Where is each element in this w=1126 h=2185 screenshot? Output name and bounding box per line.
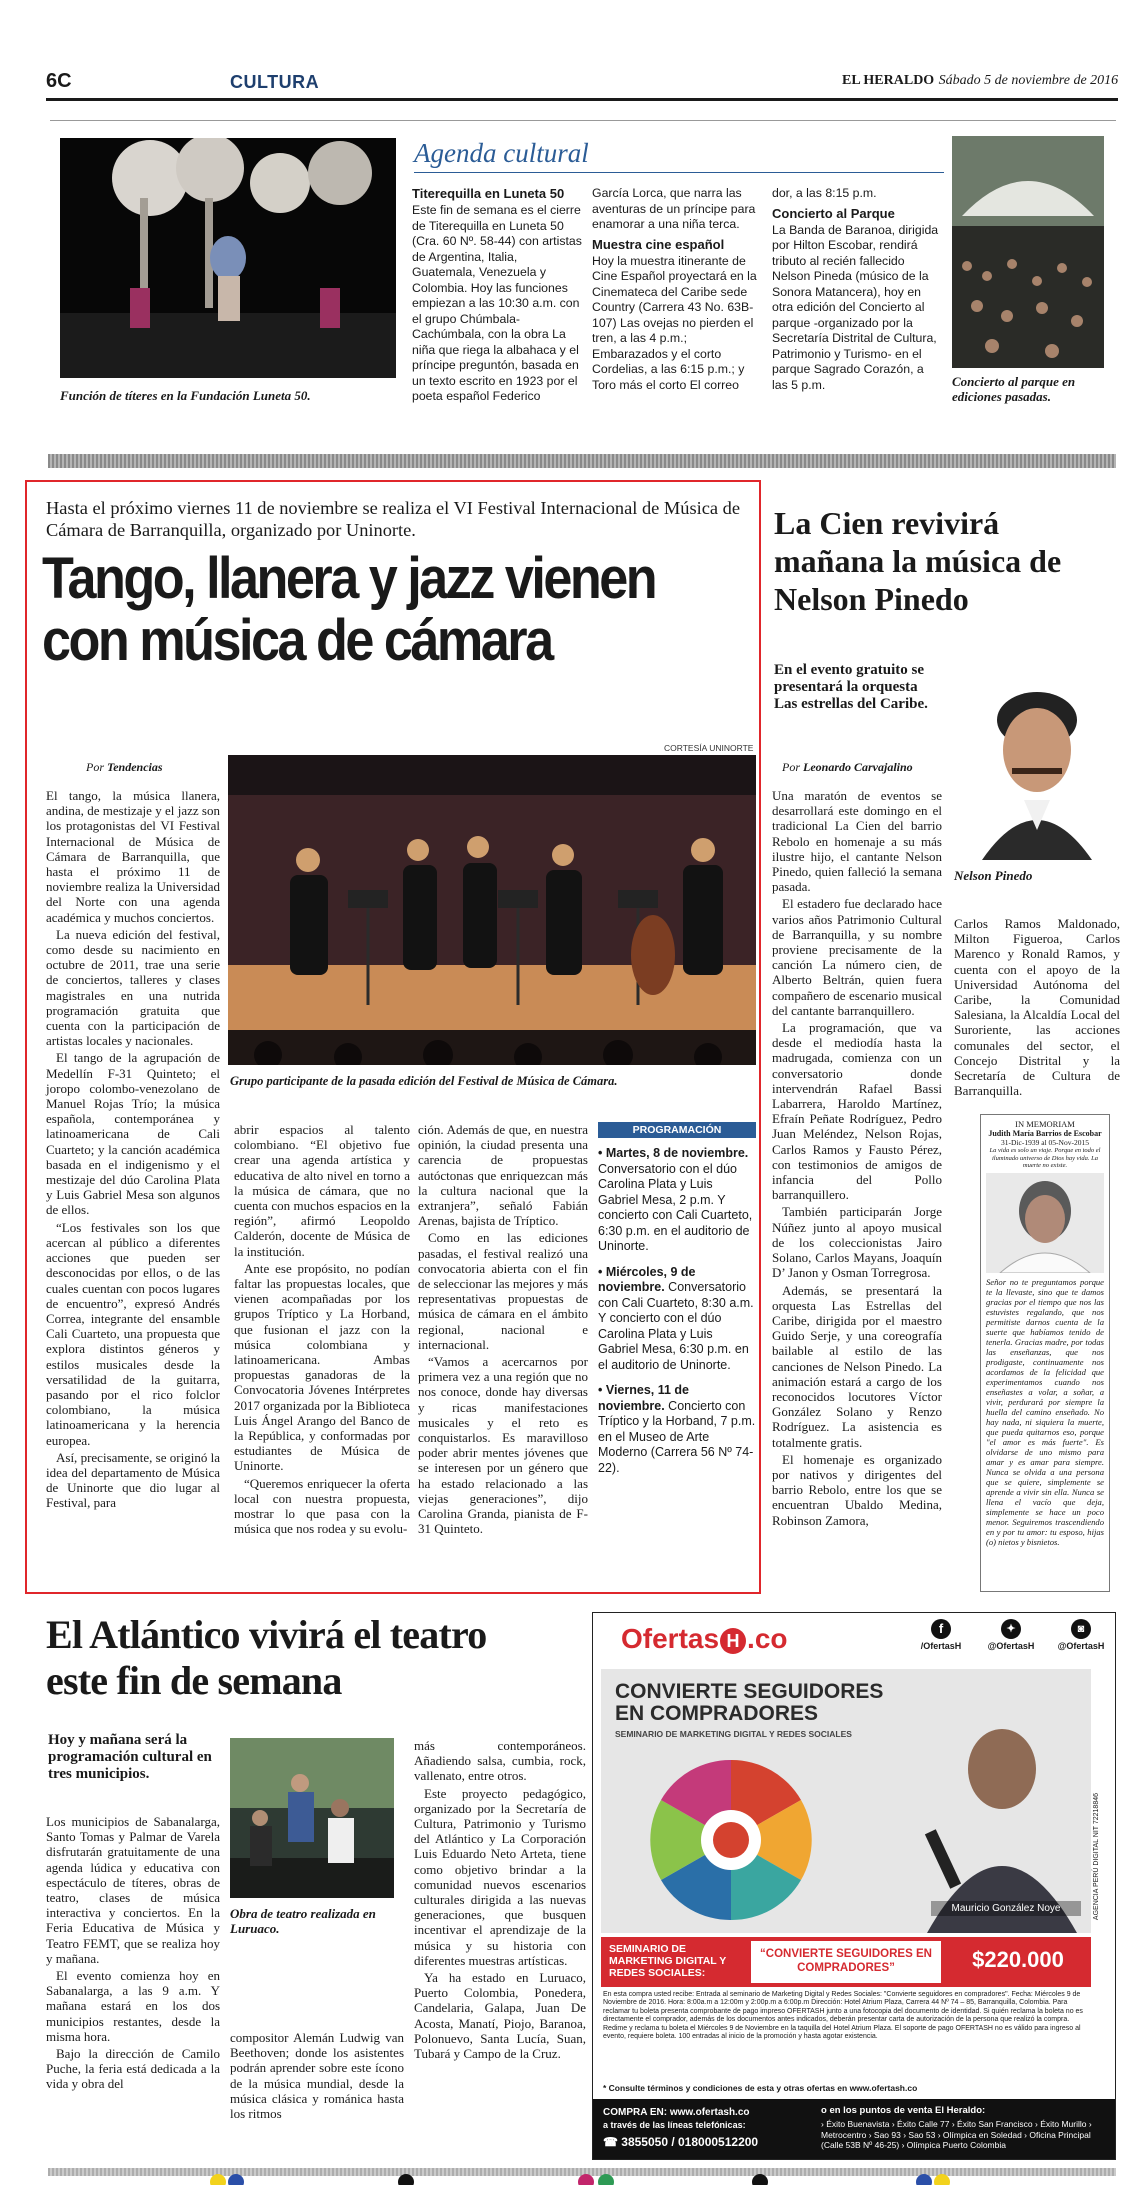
ad-subheadline: SEMINARIO DE MARKETING DIGITAL Y REDES SOCIALES (615, 1729, 852, 1739)
seminar-label: SEMINARIO DE MARKETING DIGITAL Y REDES SOCIALES: (609, 1943, 727, 1979)
ad-headline: CONVIERTE SEGUIDORES EN COMPRADORES (615, 1680, 884, 1725)
side-col1-p2: El estadero fue declarado hace varios años Patrimonio Cultural de Barranquilla, y su nombre proviene precisamente de la canción La número cien, de Alberto Beltrán, quien fuera compañero de escenario musical del cantante barranquillero. (772, 896, 942, 1018)
main-col2-p2: Ante ese propósito, no podían faltar las propuestas locales, que vienen acompañadas por los grupos Tríptico y La Horband, que fusionan el jazz con la música colombiana y latinoamericana. Ambas propuestas ganadoras de la Convocatoria Jóvenes Intérpretes 2017 organizada por la Biblioteca Luis Ángel Arango del Banco de la República, y conformadas por estudiantes de Música de Uninorte. (234, 1260, 410, 1474)
concert-photo-caption: Concierto al parque en ediciones pasadas. (952, 374, 1076, 404)
ad-fine-print: En esta compra usted recibe: Entrada al seminario de Marketing Digital y Redes Sociales: "Convierte seguidores en compradores". Fecha: Miércoles 9 de Noviembre de 2016. Hora: 8:00a.m a 12:00m y 2:00p.m a 6:00p.m Dirección: Hotel Atrium Plaza, Carrera 44 Nº 74 – 85, Barranquilla, Colombia. Para reclamar tu boleta presenta comprobante de pago impreso OFERTASH junto a una fotocopia del documento de identidad. Si quién reclama la boleta no es directamente el comprador, además de los documentos antes indicados, deberán presentar carta de autorización de la persona que realizó la compra. Redime y reclama tu boleta el Miércoles 9 de Noviembre en la taquilla del Hotel Atrium Plaza. El soporte de pago OFERTASH no es válido para ingreso al evento, requiere boleta. 100 entradas al inicio de la promoción y hasta agotar existencia. (603, 1991, 1083, 2041)
teatro-kicker: Hoy y mañana será la programación cultural en tres municipios. (48, 1732, 212, 1782)
teatro-headline-line-1: El Atlántico vivirá el teatro (46, 1612, 487, 1657)
side-col-2 (954, 916, 1120, 1098)
memoriam-photo (986, 1173, 1104, 1273)
buy-sub: a través de las líneas telefónicas: (603, 2120, 746, 2130)
registration-mark-yellow-2 (934, 2174, 950, 2185)
ad-vertical-text: AGENCIA PERÚ DIGITAL NIT 72218846 (1093, 1793, 1100, 1921)
twitter-icon: ✦ (1001, 1619, 1021, 1639)
ad-price-banner (601, 1937, 1091, 1987)
agenda-heading-luneta: Titerequilla en Luneta 50 (412, 186, 565, 201)
main-col1-p1: El tango, la música llanera, andina, de mestizaje y el jazz son los protagonistas del VI Festival Internacional de Música de Cámara de Barranquilla, que hasta el próximo 11 de noviembre realiza la Universidad del Norte con una agenda académica y muchos conciertos. (46, 788, 220, 925)
side-col1-p1: Una maratón de eventos se desarrollará este domingo en el tradicional La Cien del barrio Rebolo en homenaje a su más ilustre hijo, el cantante Nelson Pinedo, quien falleció la semana pasada. (772, 788, 942, 895)
phone-number: 3855050 / 018000512200 (621, 2135, 759, 2149)
social-twitter[interactable] (981, 1619, 1041, 1651)
programacion-item (598, 1383, 756, 1476)
social-facebook[interactable] (911, 1619, 971, 1651)
ofertash-ad (592, 1612, 1116, 2160)
ad-terms: * Consulte términos y condiciones de esta y otras ofertas en www.ofertash.co (603, 2083, 918, 2093)
logo-badge: H (720, 1628, 746, 1654)
memoriam-portrait (986, 1173, 1104, 1273)
teatro-col-1 (46, 1814, 220, 2092)
phone-icon: ☎ (603, 2135, 622, 2149)
main-byline (86, 760, 163, 775)
social-facebook-label: /OfertasH (920, 1641, 962, 1651)
programacion-item (598, 1146, 756, 1255)
agenda-text-lorca: García Lorca, que narra las aventuras de un príncipe para enamorar a una niña terca. (592, 186, 756, 231)
main-col1-p3: El tango de la agrupación de Medellín F-31 Quinteto; el joropo colombo-venezolano de Manuel Rojas Trío; la música española, contemporánea y latinoamericana de Cali Cuarteto; y la canción académica basada en el indigenismo y el mestizaje del dúo Carolina Plata y Luis Gabriel Mesa son algunos de ellos. (46, 1050, 220, 1218)
buy-title: COMPRA EN: www.ofertash.co (603, 2107, 750, 2118)
ad-hero (601, 1669, 1091, 1933)
side-byline (782, 760, 913, 775)
main-col2-p1: abrir espacios al talento colombiano. “El objetivo fue crear una agenda artística y educativa de alto nivel en torno a la música de cámara, que no cuenta con muchos espacios en la región”, afirmó Leopoldo Calderón, docente de Música de la institución. (234, 1122, 410, 1259)
side-byline-prefix: Por (782, 760, 800, 774)
seminar-title: “CONVIERTE SEGUIDORES EN COMPRADORES” (751, 1941, 941, 1983)
main-photo-credit: CORTESÍA UNINORTE (664, 743, 754, 753)
programacion-item (598, 1265, 756, 1374)
sales-phone[interactable] (603, 2135, 758, 2149)
agenda-heading-cine: Muestra cine español (592, 236, 725, 252)
main-headline (42, 548, 690, 672)
points-title: o en los puntos de venta El Heraldo: (821, 2105, 986, 2116)
side-col2-p1: Carlos Ramos Maldonado, Milton Figueroa, Carlos Marenco y Ronald Ramos, y cuenta con el apoyo de la Universidad Autónoma del Caribe, la Comunidad Salesiana, la Alcaldía Local del Suroriente, las acciones comunales del sector, el Concejo Distrital y la Secretaría de Cultura de Barranquilla. (954, 916, 1120, 1099)
main-col1-p4: “Los festivales son los que acercan al público a diferentes acciones que pueden ser desconocidas por ellos, o de las cuales cuentan con pocos lugares de encuentro”, expresó Andrés Correa, integrante del ensamble Cali Cuarteto, una propuesta que explora distintos géneros y estilos musicales desde la versatilidad de la guitarra, pasando por el rico folclor colombiano, la música latinoamericana y la herencia europea. (46, 1219, 220, 1448)
registration-mark-magenta (578, 2174, 594, 2185)
puppet-illustration (60, 138, 396, 378)
memoriam-box (980, 1114, 1110, 1592)
programacion-box (598, 1122, 756, 1486)
ad-top-banner (593, 1613, 1116, 1667)
social-twitter-label: @OfertasH (987, 1641, 1035, 1651)
registration-mark-yellow (210, 2174, 226, 2185)
side-col1-p3: La programación, que va desde el mediodía hasta la madrugada, comienza con un conversatorio donde intervendrán Rafael Bassi Labarrera, Haroldo Martínez, Efraín Peñate Rodríguez, Pedro Juan Meléndez, Nelson Rojas, Carlos Ramos y Fausto Pérez, con testimonios de amigos de infancia del Pollo barranquillero. (772, 1020, 942, 1203)
agenda-col-1 (412, 186, 582, 405)
agenda-text-cine: Hoy la muestra itinerante de Cine Español proyectará en la Cinemateca del Caribe sede Country (Carrera 43 No. 63B-107) Las ovejas no pierden el tren, a las 4 p.m.; Embarazados y el corto Cordelias, a las 6:15 p.m.; y Toro más el corto El correo (592, 253, 757, 392)
main-kicker: Hasta el próximo viernes 11 de noviembre se realiza el VI Festival Internacional de Música de Cámara de Barranquilla, organizado por Uninorte. (46, 498, 741, 540)
memoriam-name: Judith María Barrios de Escobar (988, 1129, 1102, 1138)
instagram-icon: ◙ (1071, 1619, 1091, 1639)
page-number: 6C (46, 70, 72, 92)
main-col2-p3: “Queremos enriquecer la oferta local con nuestra propuesta, mostrar lo que pasa con la música que nos rodea y su evolu- (234, 1475, 410, 1537)
programacion-detail: Concierto con Tríptico y la Horband, 7 p.m. en el Museo de Arte Moderno (Carrera 56 Nº 74-22). (598, 1398, 756, 1475)
programacion-detail: Conversatorio con el dúo Carolina Plata y Luis Gabriel Mesa, 2 p.m. Y concierto con Cali Cuarteto, 6:30 p.m. en el auditorio de Uninorte. (598, 1161, 753, 1253)
agenda-col-3 (772, 186, 942, 393)
registration-mark-blue-2 (916, 2174, 932, 2185)
teatro-photo-caption: Obra de teatro realizada en Luruaco. (230, 1906, 376, 1936)
ofertash-logo (621, 1623, 788, 1655)
teatro-col2-p1: compositor Alemán Ludwig van Beethoven; donde los asistentes podrán aprender sobre este ícono de la música mundial, desde la música clásica y románica hasta los ritmos (230, 2030, 404, 2122)
chamber-music-photo (228, 755, 756, 1065)
agenda-title-rule (414, 172, 944, 173)
concert-illustration (952, 136, 1104, 368)
side-col1-p5: Además, se presentará la orquesta Las Estrellas del Caribe, dirigida por el maestro Guido Serje, y una coreografía bailable al estilo de las canciones de Nelson Pinedo. La animación estará a cargo de los reconocidos locutores Víctor González Solano y Renzo Rodríguez. La asistencia es totalmente gratis. (772, 1282, 942, 1450)
main-headline-line-1: Tango, llanera y jazz vienen (42, 546, 656, 611)
ad-price: $220.000 (972, 1947, 1064, 1972)
registration-mark-black (398, 2174, 414, 2185)
main-col-3 (418, 1122, 588, 1536)
memoriam-title: IN MEMORIAM (1015, 1119, 1075, 1129)
side-headline: La Cien revivirá mañana la música de Nelson Pinedo (774, 505, 1062, 617)
header-rule (46, 98, 1118, 101)
speaker-photo (917, 1709, 1087, 1933)
social-instagram-label: @OfertasH (1057, 1641, 1105, 1651)
side-kicker: En el evento gratuito se presentará la orquesta Las estrellas del Caribe. (774, 662, 928, 712)
paper-name: EL HERALDO (842, 73, 935, 88)
portrait-illustration (962, 660, 1112, 860)
main-col-2 (234, 1122, 410, 1536)
registration-mark-blue (228, 2174, 244, 2185)
programacion-day: • Martes, 8 de noviembre. (598, 1146, 749, 1160)
masthead (842, 72, 1118, 89)
programacion-day: • Viernes, 11 de noviembre. (598, 1383, 690, 1413)
agenda-text-parque: La Banda de Baranoa, dirigida por Hilton Escobar, rendirá tributo al recién fallecido Nelson Pineda (músico de la Sonora Matancera), hoy en otra edición del Concierto al parque -organizado por la Secretaría Distrital de Cultura, Patrimonio y Turismo- en el parque Sagrado Corazón, a las 5 p.m. (772, 222, 939, 392)
main-col1-p2: La nueva edición del festival, como desde su nacimiento en octubre de 2011, trae una serie de conciertos, talleres y clases magistrales en una nutrida programación gratuita que cuenta con la participación de artistas locales y nacionales. (46, 926, 220, 1049)
section-divider (48, 454, 1116, 468)
speaker-name: Mauricio González Noye (931, 1901, 1081, 1916)
agenda-col-2 (592, 186, 762, 393)
main-photo-caption: Grupo participante de la pasada edición del Festival de Música de Cámara. (230, 1074, 618, 1088)
registration-mark-black-2 (752, 2174, 768, 2185)
main-col1-p5: Así, precisamente, se originó la idea del departamento de Música de Uninorte que dio lugar al Festival, para (46, 1449, 220, 1511)
agenda-text-luneta: Este fin de semana es el cierre de Titerequilla en Luneta 50 (Cra. 60 Nº. 58-44) con artistas de Argentina, Italia, Guatemala, Venezuela y Colombia. Hoy las funciones empiezan a las 10:30 a.m. con el grupo Chúmbala-Cachúmbala, con la obra La niña que riega la albahaca y el príncipe preguntón, basada en un texto escrito en 1923 por el poeta español Federico (412, 203, 582, 403)
teatro-headline-line-2: este fin de semana (46, 1658, 342, 1703)
main-col3-p1: ción. Además de que, en nuestra opinión, la ciudad presenta una carencia de propuestas autóctonas que enriquezcan más la cultura nacional que la extranjera”, señaló Fabián Arenas, bajista de Tríptico. (418, 1122, 588, 1229)
programacion-day: • Miércoles, 9 de noviembre. (598, 1264, 696, 1294)
teatro-col1-p3: Bajo la dirección de Camilo Puche, la feria está dedicada a la vida y obra del (46, 2046, 220, 2092)
issue-date: Sábado 5 de noviembre de 2016 (938, 73, 1119, 88)
main-byline-author: Tendencias (107, 760, 163, 774)
logo-suffix: .co (747, 1623, 788, 1654)
registration-mark-green (598, 2174, 614, 2185)
logo-text: Ofertas (621, 1623, 720, 1654)
teatro-col3-p2: Este proyecto pedagógico, organizado por la Secretaría de Cultura, Patrimonio y Turismo del Atlántico y La Corporación Luis Eduardo Neto Arteta, tiene como objetivo brindar a la comunidad nuevos escenarios culturales dirigida a las nuevas generaciones, que busquen incentivar el aprendizaje de la música y su historia con diferentes muestras artísticas. (414, 1785, 586, 1968)
concert-park-photo (952, 136, 1104, 368)
chamber-music-illustration (228, 755, 756, 1065)
main-byline-prefix: Por (86, 760, 104, 774)
side-col-1 (772, 788, 942, 1528)
nelson-pinedo-photo (962, 660, 1112, 860)
memoriam-quote: La vida es solo un viaje. Porque en todo el iluminado universo de Dios hay vida. La muerte no existe. (989, 1147, 1101, 1169)
social-instagram[interactable] (1051, 1619, 1111, 1651)
main-col-1 (46, 788, 220, 1511)
teatro-col-2 (230, 2030, 404, 2121)
puppet-photo-caption: Función de títeres en la Fundación Luneta 50. (60, 388, 311, 403)
programacion-detail: Conversatorio con Cali Cuarteto, 8:30 a.m. Y concierto con el dúo Carolina Plata y Luis Gabriel Mesa, 6:30 p.m. en el auditorio de Uninorte. (598, 1280, 754, 1372)
teatro-illustration (230, 1738, 394, 1898)
nelson-photo-caption: Nelson Pinedo (954, 868, 1033, 883)
teatro-photo (230, 1738, 394, 1898)
programacion-label: PROGRAMACIÓN (598, 1122, 756, 1138)
main-col3-p2: Como en las ediciones pasadas, el festival realizó una convocatoria abierta con el fin de seleccionar las mejores y más representativas propuestas de música de cámara en el ámbito regional, nacional e internacional. (418, 1230, 589, 1352)
marketing-icons-wheel (641, 1755, 821, 1925)
memoriam-text: Señor no te preguntamos porque te la llevaste, sino que te damos gracias por el tiempo que nos las estuvistes regalando, que nos permitiste darnos cuenta de la suerte que habíamos tenido de tenerla. Gracias madre, por todas las enseñanzas, que nos prodigaste, continuamente nos acordamos de la felicidad que experimentamos cuando nos enseñastes a volar, a soñar, a vivir, perdurará por siempre la huella del camino enseñado. No hay nada, ni siquiera la muerte, que pueda quitarnos eso, porque "el amor es más fuerte". Es olvidarse de uno mismo para amar y es amar para siempre. Nunca se olvida a una persona que se quiere, simplemente se aprende a vivir sin ella. Nunca se llena el vacío que deja, simplemente se hace un poco menor. Seguiremos trascendiendo en y por tu amor: tu esposo, hijas (o) nietos y bisnietos. (986, 1276, 1104, 1547)
points-list: › Éxito Buenavista › Éxito Calle 77 › Éxito San Francisco › Éxito Murillo › Metrocentro › Sao 93 › Sao 53 › Olímpica en Soledad › Oficina Principal (Calle 53B Nº 46-25) › Olímpica Puerto Colombia (821, 2119, 1092, 2150)
puppet-show-photo (60, 138, 396, 378)
ad-bottom-bar (593, 2099, 1116, 2160)
side-col1-p4: También participarán Jorge Núñez junto al apoyo musical de los coleccionistas Jairo Solano, Carlos Mayans, Joaquín D’ Janon y Osman Torregrosa. (772, 1204, 942, 1281)
teatro-col1-p2: El evento comienza hoy en Sabanalarga, a las 9 a.m. Y mañana estará en los dos municipios restantes, desde la misma hora. (46, 1968, 220, 2044)
side-byline-author: Leonardo Carvajalino (803, 760, 913, 774)
section-name: CULTURA (230, 72, 320, 92)
agenda-text-correo: dor, a las 8:15 p.m. (772, 186, 877, 200)
teatro-headline (46, 1612, 586, 1704)
main-col3-p3: “Vamos a acercarnos por primera vez a una región que no nos conoce, donde hay diversas y ricas manifestaciones musicales y el reto es conquistarlos. Es maravilloso poder abrir mentes jóvenes que se interesen por un género que ha estado relacionado a las viejas generaciones”, dijo Carolina Granda, pianista de F-31 Quinteto. (418, 1354, 588, 1537)
teatro-col1-p1: Los municipios de Sabanalarga, Santo Tomas y Palmar de Varela disfrutarán gratuitamente de una agenda lúdica y educativa con espectáculo de títeres, obras de teatro, clases de música interactiva y conciertos. En la Feria Educativa de Música y Teatro FEMT, que se realiza hoy y mañana. (46, 1814, 220, 1966)
teatro-col3-p1: más contemporáneos. Añadiendo salsa, cumbia, rock, vallenato, entre otros. (414, 1738, 586, 1784)
teatro-col3-p3: Ya ha estado en Luruaco, Puerto Colombia, Ponedera, Candelaria, Galapa, Juan De Acosta, Manatí, Piojo, Baranoa, Polonuevo, Santa Lucía, Suan, Tubará y Campo de la Cruz. (414, 1970, 586, 2062)
teatro-col-3 (414, 1738, 586, 2061)
main-headline-line-2: con música de cámara (42, 608, 552, 673)
agenda-title: Agenda cultural (414, 138, 589, 168)
side-col1-p6: El homenaje es organizado por nativos y dirigentes del barrio Rebolo, entre los que se encuentran Ubaldo Medina, Robinson Zamora, (772, 1451, 942, 1528)
memoriam-dates: 31-Dic-1939 al 05-Nov-2015 (1001, 1138, 1089, 1147)
agenda-heading-parque: Concierto al Parque (772, 205, 895, 221)
facebook-icon: f (931, 1619, 951, 1639)
